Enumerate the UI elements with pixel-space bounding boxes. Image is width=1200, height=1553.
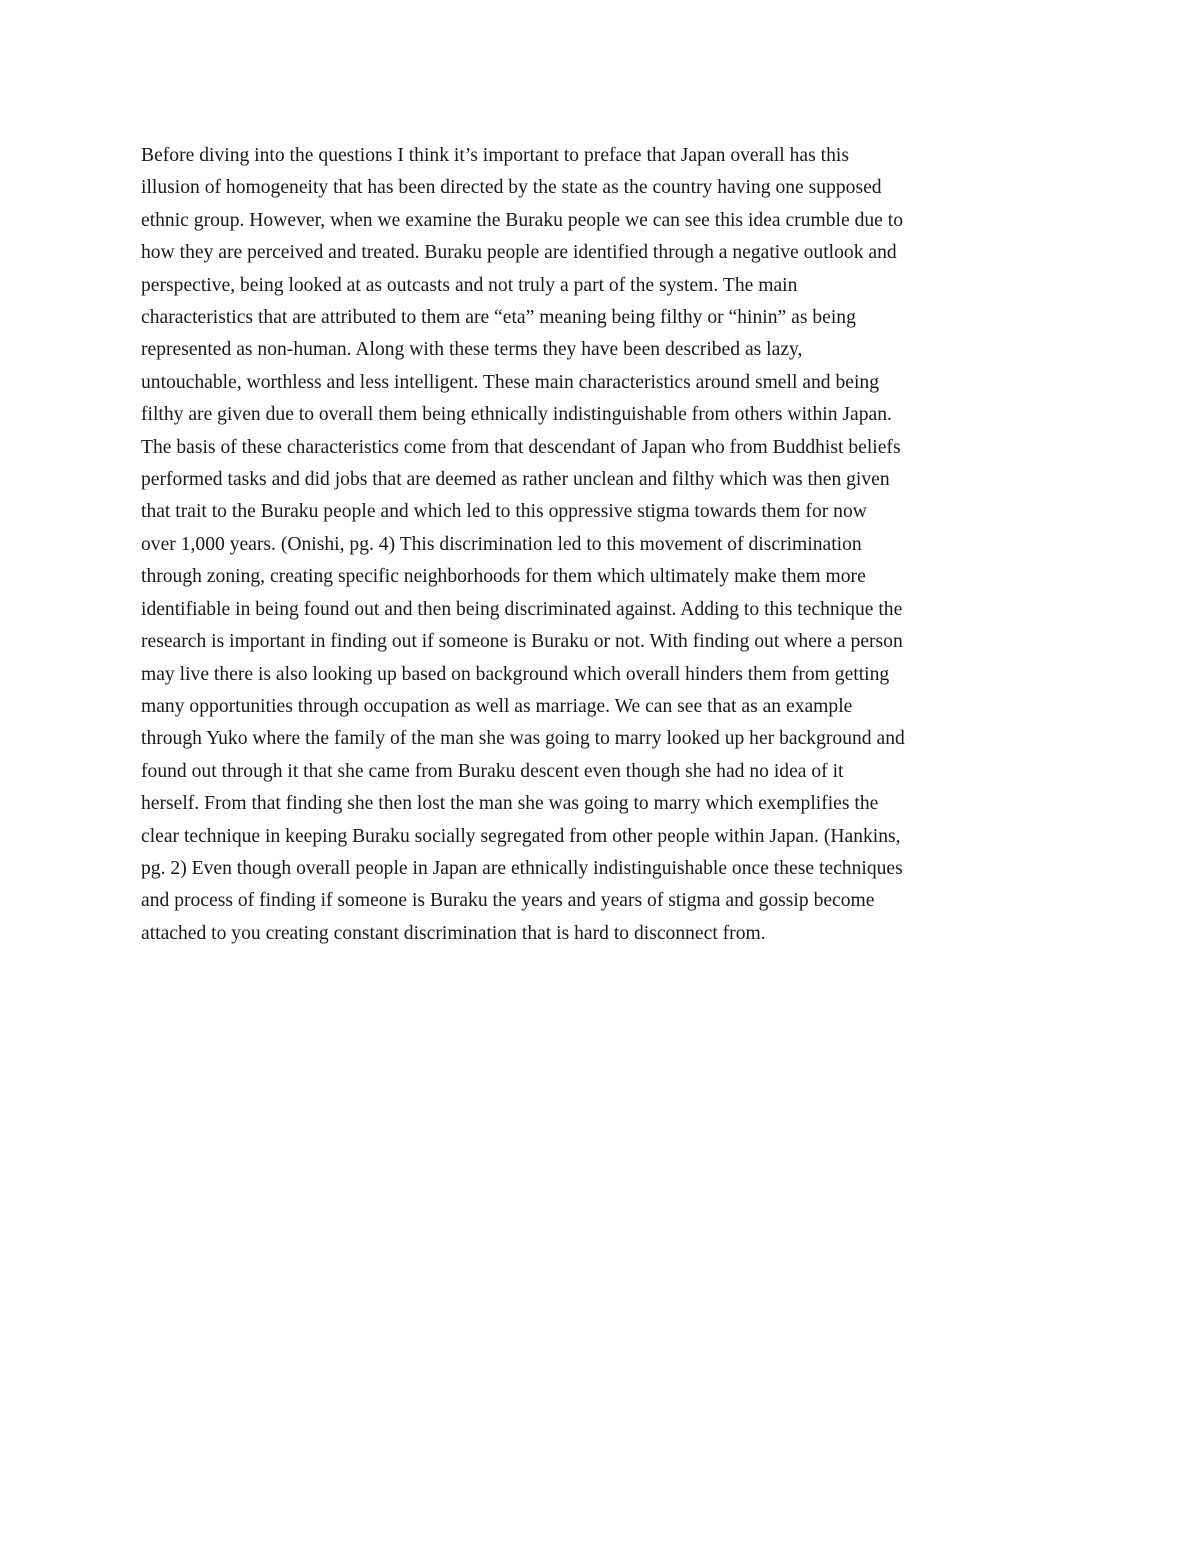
paragraph-line-3: ethnic group. However, when we examine the Buraku people we can see this idea crumble due to <box>141 209 904 231</box>
paragraph-line-16: research is important in finding out if someone is Buraku or not. With finding out where a person <box>141 631 903 653</box>
paragraph-line-6: characteristics that are attributed to them are “eta” meaning being filthy or “hinin” as being <box>141 307 856 329</box>
paragraph-line-9: filthy are given due to overall them being ethnically indistinguishable from others within Japan. <box>141 404 892 426</box>
paragraph-line-19: through Yuko where the family of the man she was going to marry looked up her background and <box>141 728 905 750</box>
paragraph-line-2: illusion of homogeneity that has been directed by the state as the country having one supposed <box>141 177 882 199</box>
paragraph-line-10: The basis of these characteristics come from that descendant of Japan who from Buddhist beliefs <box>141 436 901 458</box>
paragraph-line-7: represented as non-human. Along with these terms they have been described as lazy, <box>141 339 803 361</box>
paragraph-line-12: that trait to the Buraku people and which led to this oppressive stigma towards them for now <box>141 501 867 523</box>
paragraph-line-11: performed tasks and did jobs that are deemed as rather unclean and filthy which was then given <box>141 469 890 491</box>
paragraph-line-15: identifiable in being found out and then being discriminated against. Adding to this technique the <box>141 598 903 620</box>
paragraph-line-20: found out through it that she came from Buraku descent even though she had no idea of it <box>141 760 844 782</box>
paragraph-line-8: untouchable, worthless and less intelligent. These main characteristics around smell and being <box>141 371 880 393</box>
paragraph-line-22: clear technique in keeping Buraku socially segregated from other people within Japan. (Hankins, <box>141 825 901 847</box>
paragraph-line-1: Before diving into the questions I think it’s important to preface that Japan overall has this <box>141 145 849 166</box>
paragraph-line-25: attached to you creating constant discrimination that is hard to disconnect from. <box>141 922 766 944</box>
paragraph-line-17: may live there is also looking up based on background which overall hinders them from getting <box>141 663 890 685</box>
paragraph-line-23: pg. 2) Even though overall people in Japan are ethnically indistinguishable once these techniques <box>141 857 903 879</box>
paragraph-line-14: through zoning, creating specific neighborhoods for them which ultimately make them more <box>141 566 866 588</box>
body-paragraph <box>141 140 1081 950</box>
paragraph-line-5: perspective, being looked at as outcasts and not truly a part of the system. The main <box>141 274 798 296</box>
paragraph-line-4: how they are perceived and treated. Buraku people are identified through a negative outlook and <box>141 242 897 264</box>
paragraph-line-18: many opportunities through occupation as well as marriage. We can see that as an example <box>141 695 853 717</box>
paragraph-line-13: over 1,000 years. (Onishi, pg. 4) This discrimination led to this movement of discrimination <box>141 533 862 555</box>
paragraph-line-24: and process of finding if someone is Buraku the years and years of stigma and gossip become <box>141 890 875 912</box>
paragraph-line-21: herself. From that finding she then lost the man she was going to marry which exemplifies the <box>141 793 879 815</box>
